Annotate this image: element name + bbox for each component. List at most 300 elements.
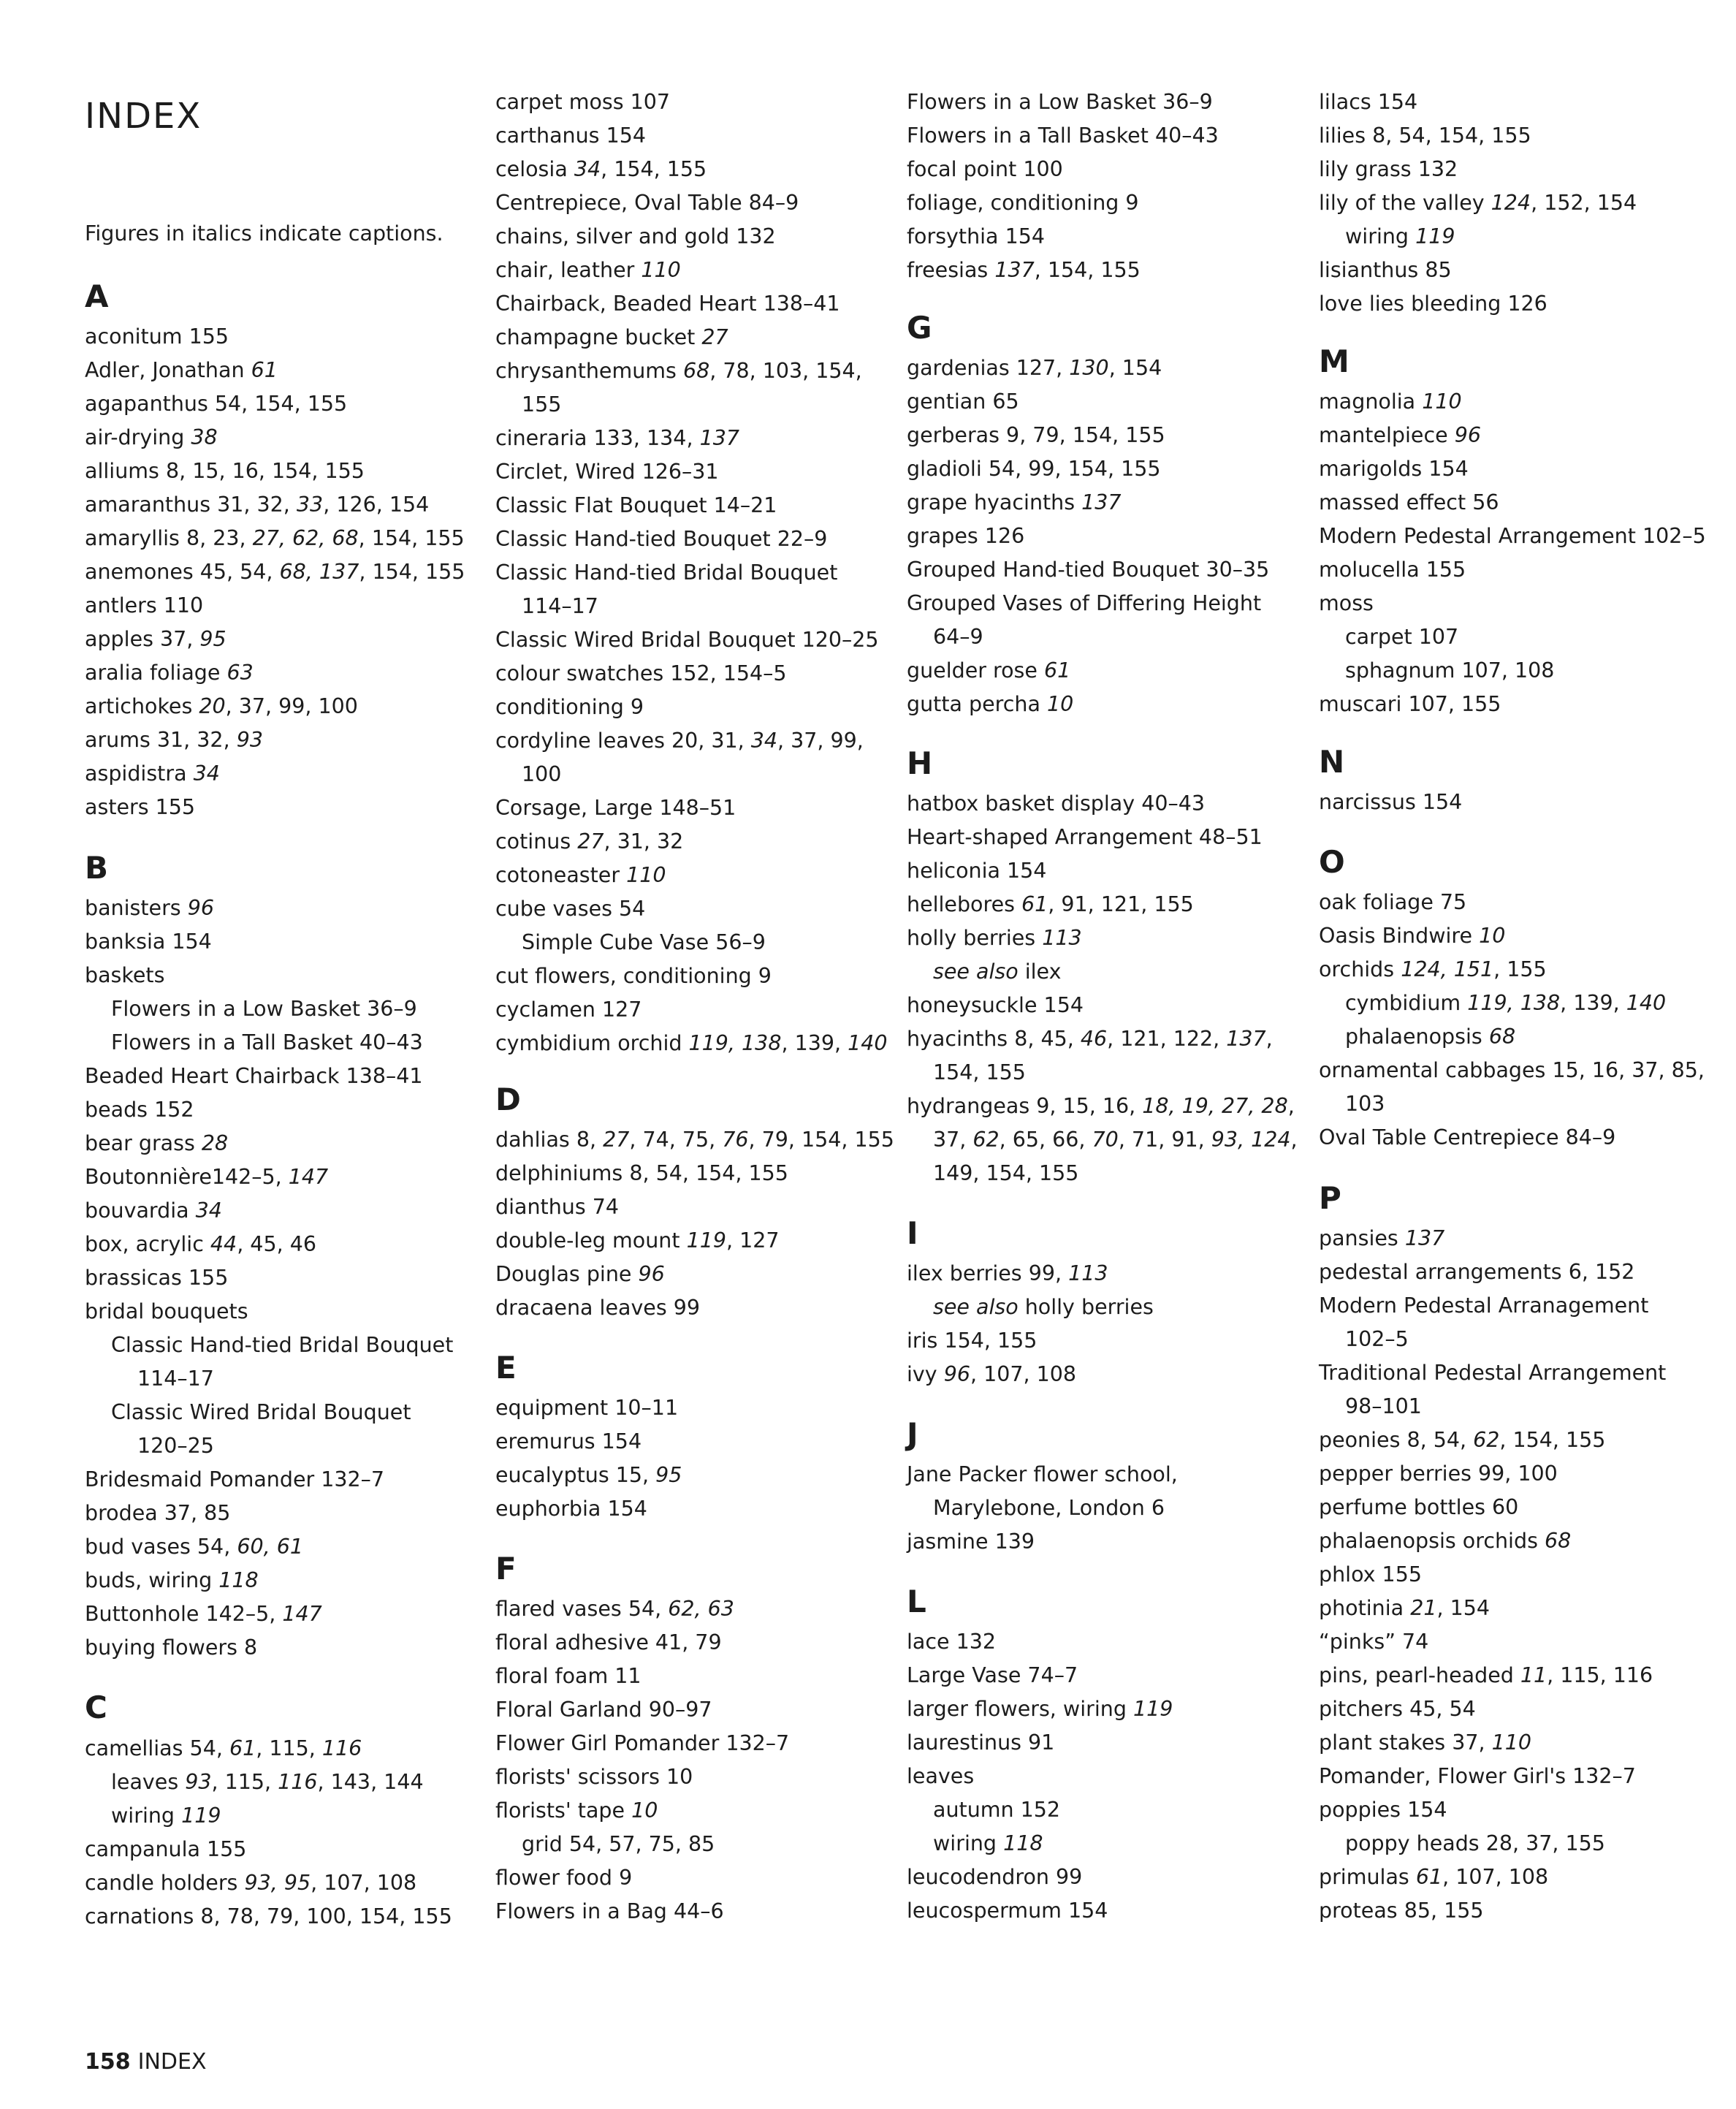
caption-page-ref: 27: [603, 1128, 630, 1152]
entry-text: , 126, 154: [323, 493, 430, 517]
section-letter: J: [907, 1416, 918, 1452]
entry-text: carnations 8, 78, 79, 100, 154, 155: [85, 1904, 452, 1928]
index-entry: [85, 522, 465, 555]
entry-text: Marylebone, London 6: [933, 1496, 1165, 1520]
index-subentry: [933, 620, 983, 654]
index-entry: [495, 489, 777, 522]
entry-text: cube vases 54: [495, 897, 646, 921]
index-entry: [907, 1358, 1076, 1391]
index-subentry: [1345, 220, 1455, 254]
entry-text: Flowers in a Low Basket 36–9: [907, 90, 1213, 114]
entry-text: Grouped Hand-tied Bouquet 30–35: [907, 558, 1270, 582]
entry-text: narcissus 154: [1319, 790, 1463, 814]
caption-page-ref: 140: [1626, 991, 1667, 1015]
index-entry: [1319, 486, 1499, 520]
entry-text: baskets: [85, 963, 165, 987]
caption-page-ref: 137: [1404, 1226, 1445, 1250]
section-letter: M: [1319, 343, 1349, 379]
entry-text: , 154: [1108, 356, 1162, 380]
caption-page-ref: 93: [185, 1770, 212, 1794]
caption-page-ref: 62: [1473, 1428, 1500, 1452]
entry-text: 120–25: [137, 1434, 214, 1458]
entry-text: amaranthus 31, 32,: [85, 493, 297, 517]
caption-page-ref: 61: [251, 358, 278, 382]
index-entry: [1319, 86, 1417, 119]
entry-text: cotinus: [495, 829, 578, 854]
section-letter: F: [495, 1551, 517, 1586]
entry-text: peonies 8, 54,: [1319, 1428, 1474, 1452]
caption-page-ref: 147: [282, 1602, 322, 1626]
entry-text: cineraria 133, 134,: [495, 426, 700, 450]
index-entry: [85, 791, 195, 824]
index-entry: [85, 656, 254, 690]
caption-page-ref: 147: [288, 1165, 329, 1189]
index-entry: [1319, 385, 1462, 419]
index-entry: [85, 925, 212, 959]
index-entry: [85, 1631, 257, 1665]
entry-text: orchids: [1319, 957, 1401, 981]
entry-text: , 154, 155: [601, 157, 707, 181]
entry-text: dahlias 8,: [495, 1128, 604, 1152]
entry-text: florists' tape: [495, 1798, 632, 1823]
entry-text: oak foliage 75: [1319, 890, 1467, 914]
entry-text: Flower Girl Pomander 132–7: [495, 1731, 790, 1755]
index-entry: [495, 287, 840, 321]
entry-text: , 31, 32: [604, 829, 684, 854]
index-entry: [85, 1228, 316, 1261]
index-entry: [495, 119, 646, 153]
caption-page-ref: 110: [641, 258, 681, 282]
caption-page-ref: 34: [195, 1198, 222, 1223]
entry-text: eucalyptus 15,: [495, 1463, 656, 1487]
entry-text: ilex berries 99,: [907, 1261, 1069, 1285]
section-letter: B: [85, 850, 109, 886]
entry-text: holly berries: [1018, 1295, 1154, 1319]
caption-page-ref: 96: [187, 896, 214, 920]
entry-text: brodea 37, 85: [85, 1501, 231, 1525]
entry-text: , 139,: [781, 1031, 848, 1055]
entry-text: leaves: [907, 1764, 975, 1788]
index-entry: [1319, 688, 1501, 721]
entry-text: 155: [522, 392, 562, 417]
index-subentry: [111, 1026, 423, 1060]
entry-text: leucospermum 154: [907, 1899, 1108, 1923]
entry-text: honeysuckle 154: [907, 993, 1084, 1017]
caption-page-ref: 110: [626, 863, 666, 887]
index-entry: [1319, 1692, 1476, 1726]
caption-page-ref: 10: [631, 1798, 658, 1823]
entry-text: agapanthus 54, 154, 155: [85, 392, 348, 416]
entry-text: aspidistra: [85, 761, 194, 786]
entry-text: floral adhesive 41, 79: [495, 1630, 722, 1654]
entry-text: buying flowers 8: [85, 1635, 258, 1660]
entry-text: brassicas 155: [85, 1266, 229, 1290]
entry-text: molucella 155: [1319, 558, 1466, 582]
entry-text: artichokes: [85, 694, 199, 718]
index-entry: [1319, 254, 1452, 287]
italics-note: Figures in italics indicate captions.: [85, 221, 443, 246]
entry-text: , 71, 91,: [1118, 1128, 1211, 1152]
entry-text: flower food 9: [495, 1866, 633, 1890]
entry-text: gentian 65: [907, 390, 1019, 414]
entry-text: pepper berries 99, 100: [1319, 1462, 1558, 1486]
entry-text: Flowers in a Tall Basket 40–43: [907, 123, 1219, 148]
index-entry: [85, 354, 278, 387]
index-subentry: [137, 1362, 214, 1396]
entry-text: , 127: [726, 1228, 780, 1253]
section-letter: E: [495, 1350, 517, 1386]
index-entry: [495, 354, 862, 388]
index-entry: [907, 1022, 1273, 1056]
entry-text: gardenias 127,: [907, 356, 1070, 380]
entry-text: muscari 107, 155: [1319, 692, 1501, 716]
entry-text: banisters: [85, 896, 188, 920]
entry-text: 102–5: [1345, 1327, 1409, 1351]
index-entry: [1319, 1894, 1483, 1928]
caption-page-ref: 137: [994, 258, 1035, 282]
entry-text: bear grass: [85, 1131, 202, 1155]
index-entry: [495, 691, 644, 724]
caption-page-ref: 93, 124: [1211, 1128, 1291, 1152]
caption-page-ref: 137: [699, 426, 739, 450]
caption-page-ref: 34: [574, 157, 601, 181]
entry-text: Oval Table Centrepiece 84–9: [1319, 1125, 1616, 1150]
entry-text: perfume bottles 60: [1319, 1495, 1519, 1519]
caption-page-ref: 21: [1410, 1596, 1437, 1620]
index-entry: [907, 922, 1082, 955]
index-subentry: [137, 1429, 214, 1463]
entry-text: Large Vase 74–7: [907, 1663, 1078, 1687]
index-entry: [85, 488, 429, 522]
index-entry: [907, 1090, 1295, 1123]
index-entry: [495, 1693, 712, 1727]
caption-page-ref: 18, 19, 27, 28: [1142, 1094, 1288, 1118]
index-entry: [1319, 553, 1466, 587]
entry-text: phlox 155: [1319, 1562, 1422, 1586]
entry-text: phalaenopsis: [1345, 1025, 1489, 1049]
index-entry: [495, 455, 718, 489]
index-entry: [907, 989, 1084, 1022]
page-title: INDEX: [85, 96, 202, 137]
index-entry: [85, 1497, 230, 1530]
entry-text: asters 155: [85, 795, 196, 819]
index-entry: [85, 589, 203, 623]
index-subentry: [933, 1492, 1165, 1525]
entry-text: dracaena leaves 99: [495, 1296, 701, 1320]
entry-text: Classic Flat Bouquet 14–21: [495, 493, 777, 517]
entry-text: , 91, 121, 155: [1048, 892, 1194, 916]
caption-page-ref: see also: [933, 960, 1019, 984]
index-entry: [495, 220, 776, 254]
index-entry: [495, 422, 739, 455]
entry-text: cordyline leaves 20, 31,: [495, 729, 751, 753]
index-subentry: [522, 758, 561, 791]
entry-text: , 107, 108: [970, 1362, 1077, 1386]
index-entry: [907, 1861, 1082, 1894]
caption-page-ref: 119, 138: [688, 1031, 782, 1055]
index-subentry: [1345, 620, 1458, 654]
index-entry: [85, 1833, 246, 1866]
index-entry: [495, 1224, 780, 1258]
caption-page-ref: 119, 138: [1467, 991, 1561, 1015]
index-entry: [495, 1760, 693, 1794]
index-entry: [1319, 1121, 1615, 1155]
entry-text: Traditional Pedestal Arrangement: [1319, 1361, 1667, 1385]
index-subentry: [522, 1828, 715, 1861]
index-entry: [495, 1425, 642, 1459]
caption-page-ref: 68: [682, 359, 710, 383]
entry-text: air-drying: [85, 425, 191, 449]
entry-text: aconitum 155: [85, 324, 229, 349]
index-entry: [1319, 1457, 1558, 1491]
entry-text: sphagnum 107, 108: [1345, 658, 1555, 683]
index-entry: [495, 1895, 724, 1928]
index-entry: [495, 186, 799, 220]
entry-text: bridal bouquets: [85, 1299, 248, 1323]
caption-page-ref: 60, 61: [237, 1535, 303, 1559]
index-entry: [85, 959, 164, 992]
entry-text: Simple Cube Vase 56–9: [522, 930, 766, 954]
entry-text: Beaded Heart Chairback 138–41: [85, 1064, 423, 1088]
index-subentry: [522, 926, 766, 960]
entry-text: gladioli 54, 99, 154, 155: [907, 457, 1161, 481]
entry-text: , 139,: [1560, 991, 1626, 1015]
caption-page-ref: 116: [278, 1770, 318, 1794]
caption-page-ref: 38: [191, 425, 218, 449]
entry-text: champagne bucket: [495, 325, 702, 349]
entry-text: ,: [1287, 1094, 1295, 1118]
entry-text: , 154, 155: [358, 526, 465, 550]
index-subentry: [111, 1396, 411, 1429]
index-entry: [85, 555, 465, 589]
entry-text: , 107, 108: [1442, 1865, 1549, 1889]
entry-text: Flowers in a Low Basket 36–9: [111, 997, 417, 1021]
index-subentry: [933, 1123, 1298, 1157]
caption-page-ref: 137: [1226, 1027, 1266, 1051]
entry-text: “pinks” 74: [1319, 1630, 1429, 1654]
entry-text: floral foam 11: [495, 1664, 642, 1688]
entry-text: Corsage, Large 148–51: [495, 796, 736, 820]
index-entry: [1319, 186, 1637, 220]
index-entry: [1319, 1659, 1653, 1692]
index-entry: [85, 1060, 422, 1093]
entry-text: euphorbia 154: [495, 1497, 647, 1521]
caption-page-ref: 63: [226, 661, 254, 685]
index-entry: [85, 320, 229, 354]
index-entry: [907, 1257, 1108, 1291]
caption-page-ref: 95: [199, 627, 226, 651]
index-entry: [495, 1492, 647, 1526]
entry-text: chair, leather: [495, 258, 642, 282]
section-letter: P: [1319, 1180, 1341, 1216]
index-entry: [1319, 1524, 1571, 1558]
index-entry: [85, 1732, 362, 1766]
entry-text: Jane Packer flower school,: [907, 1462, 1178, 1486]
entry-text: ,: [1290, 1128, 1298, 1152]
index-entry: [85, 1194, 222, 1228]
entry-text: buds, wiring: [85, 1568, 219, 1592]
caption-page-ref: 11: [1520, 1663, 1547, 1687]
entry-text: heliconia 154: [907, 859, 1047, 883]
entry-text: moss: [1319, 591, 1374, 615]
caption-page-ref: 34: [750, 729, 778, 753]
index-entry: [495, 254, 681, 287]
index-entry: [1319, 287, 1547, 321]
entry-text: Pomander, Flower Girl's 132–7: [1319, 1764, 1636, 1788]
section-letter: I: [907, 1215, 918, 1251]
entry-text: forsythia 154: [907, 224, 1045, 248]
caption-page-ref: 28: [201, 1131, 229, 1155]
entry-text: Classic Wired Bridal Bouquet: [111, 1400, 411, 1424]
entry-text: poppy heads 28, 37, 155: [1345, 1831, 1605, 1855]
index-subentry: [933, 1056, 1026, 1090]
entry-text: hydrangeas 9, 15, 16,: [907, 1094, 1143, 1118]
index-entry: [85, 421, 218, 455]
entry-text: guelder rose: [907, 658, 1044, 683]
section-letter: C: [85, 1690, 107, 1725]
index-entry: [907, 86, 1213, 119]
index-entry: [1319, 419, 1481, 452]
entry-text: focal point 100: [907, 157, 1063, 181]
entry-text: lily of the valley: [1319, 191, 1491, 215]
index-entry: [1319, 119, 1531, 153]
index-entry: [495, 1626, 722, 1660]
entry-text: , 154, 155: [1034, 258, 1141, 282]
index-entry: [85, 1564, 259, 1597]
entry-text: grape hyacinths: [907, 490, 1082, 514]
entry-text: Classic Hand-tied Bridal Bouquet: [495, 560, 838, 585]
index-entry: [907, 1692, 1173, 1726]
index-entry: [907, 1659, 1078, 1692]
entry-text: amaryllis 8, 23,: [85, 526, 253, 550]
index-entry: [85, 1866, 416, 1900]
index-entry: [85, 1597, 322, 1631]
index-entry: [85, 455, 365, 488]
entry-text: Boutonnière142–5,: [85, 1165, 289, 1189]
caption-page-ref: 130: [1069, 356, 1109, 380]
entry-text: poppies 154: [1319, 1798, 1447, 1822]
caption-page-ref: 27: [701, 325, 728, 349]
index-entry: [495, 1258, 665, 1291]
index-entry: [1319, 1861, 1548, 1894]
caption-page-ref: 119: [1133, 1697, 1173, 1721]
entry-text: , 143, 144: [317, 1770, 424, 1794]
entry-text: , 152, 154: [1531, 191, 1637, 215]
index-entry: [907, 1894, 1108, 1928]
entry-text: hellebores: [907, 892, 1022, 916]
entry-text: phalaenopsis orchids: [1319, 1529, 1545, 1553]
index-entry: [495, 1794, 658, 1828]
caption-page-ref: 124, 151: [1401, 957, 1494, 981]
caption-page-ref: 27: [577, 829, 604, 854]
entry-text: , 115,: [211, 1770, 278, 1794]
caption-page-ref: 93, 95: [244, 1871, 311, 1895]
index-entry: [495, 153, 707, 186]
index-entry: [1319, 1424, 1605, 1457]
index-entry: [907, 688, 1073, 721]
entry-text: pitchers 45, 54: [1319, 1697, 1476, 1721]
index-subentry: [111, 1329, 453, 1362]
caption-page-ref: 93: [236, 728, 263, 752]
caption-page-ref: 118: [1003, 1831, 1043, 1855]
index-entry: [907, 419, 1165, 452]
entry-text: bud vases 54,: [85, 1535, 237, 1559]
index-entry: [85, 1127, 228, 1160]
index-entry: [1319, 786, 1462, 819]
index-entry: [1319, 587, 1374, 620]
entry-text: lisianthus 85: [1319, 258, 1452, 282]
entry-text: candle holders: [85, 1871, 245, 1895]
index-subentry: [933, 1793, 1060, 1827]
entry-text: Heart-shaped Arrangement 48–51: [907, 825, 1263, 849]
caption-page-ref: 62: [972, 1128, 1000, 1152]
entry-text: , 155: [1493, 957, 1547, 981]
index-entry: [495, 1459, 682, 1492]
entry-text: love lies bleeding 126: [1319, 292, 1547, 316]
entry-text: wiring: [933, 1831, 1004, 1855]
entry-text: grid 54, 57, 75, 85: [522, 1832, 715, 1856]
index-entry: [495, 791, 736, 825]
section-letter: H: [907, 745, 933, 781]
entry-text: gerberas 9, 79, 154, 155: [907, 423, 1165, 447]
entry-text: , 65, 66,: [999, 1128, 1092, 1152]
index-subentry: [522, 388, 561, 422]
caption-page-ref: 95: [655, 1463, 682, 1487]
entry-text: chains, silver and gold 132: [495, 224, 776, 248]
entry-text: wiring: [1345, 224, 1416, 248]
entry-text: , 78, 103, 154,: [709, 359, 862, 383]
entry-text: pins, pearl-headed: [1319, 1663, 1520, 1687]
entry-text: cyclamen 127: [495, 997, 642, 1022]
index-subentry: [1345, 1323, 1409, 1356]
entry-text: Grouped Vases of Differing Height: [907, 591, 1262, 615]
index-entry: [907, 385, 1019, 419]
index-entry: [85, 1463, 384, 1497]
section-letter: O: [1319, 844, 1345, 880]
index-entry: [907, 1760, 974, 1793]
index-entry: [907, 1726, 1054, 1760]
index-entry: [907, 587, 1261, 620]
entry-text: cotoneaster: [495, 863, 627, 887]
entry-text: equipment 10–11: [495, 1396, 679, 1420]
index-entry: [907, 1458, 1178, 1492]
caption-page-ref: 68: [1544, 1529, 1572, 1553]
index-entry: [495, 960, 772, 993]
caption-page-ref: 124: [1491, 191, 1531, 215]
entry-text: Modern Pedestal Arranagement: [1319, 1293, 1649, 1318]
caption-page-ref: 96: [638, 1262, 665, 1286]
index-entry: [495, 1157, 788, 1190]
entry-text: 100: [522, 762, 562, 786]
section-letter: D: [495, 1082, 521, 1117]
index-entry: [1319, 1491, 1518, 1524]
entry-text: holly berries: [907, 926, 1043, 950]
entry-text: gutta percha: [907, 692, 1047, 716]
caption-page-ref: 116: [321, 1736, 362, 1760]
entry-text: , 115, 116: [1547, 1663, 1653, 1687]
entry-text: dianthus 74: [495, 1195, 620, 1219]
index-entry: [495, 86, 670, 119]
entry-text: massed effect 56: [1319, 490, 1499, 514]
entry-text: box, acrylic: [85, 1232, 210, 1256]
entry-text: chrysanthemums: [495, 359, 683, 383]
caption-page-ref: 140: [848, 1031, 888, 1055]
entry-text: 64–9: [933, 625, 983, 649]
index-entry: [495, 1592, 734, 1626]
entry-text: , 154, 155: [1499, 1428, 1606, 1452]
index-entry: [85, 1261, 228, 1295]
entry-text: autumn 152: [933, 1798, 1061, 1822]
